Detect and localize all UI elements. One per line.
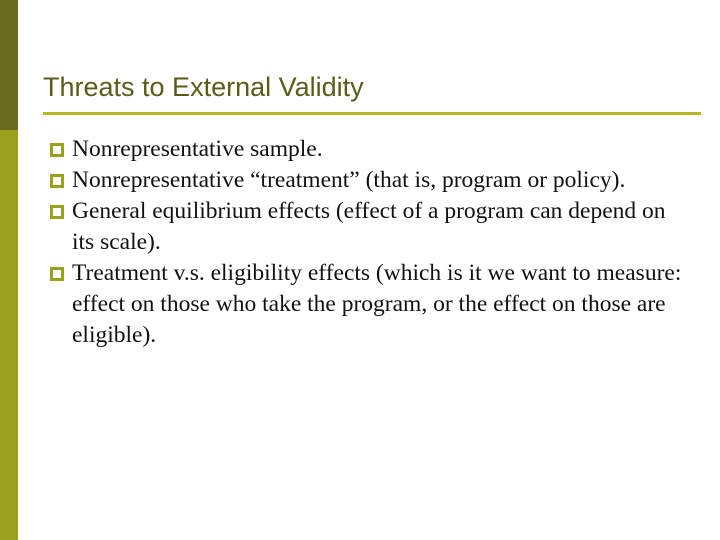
slide-title: Threats to External Validity xyxy=(43,72,364,102)
bullet-item xyxy=(52,258,692,351)
bullet-item xyxy=(52,165,692,196)
checkbox-square-icon xyxy=(49,204,65,220)
bullet-text: Nonrepresentative sample. xyxy=(72,136,323,162)
bullet-text: Treatment v.s. eligibility effects (which is it we want to measure: effect on those who take the program, or the effect on those are eligible). xyxy=(72,260,682,348)
bullet-text: General equilibrium effects (effect of a program can depend on its scale). xyxy=(72,198,666,255)
bullet-item xyxy=(52,196,692,258)
checkbox-square-icon xyxy=(49,266,65,282)
sidebar-accent-top xyxy=(0,0,18,130)
checkbox-square-icon xyxy=(49,142,65,158)
bullet-item xyxy=(52,134,692,165)
checkbox-square-icon xyxy=(49,173,65,189)
bullet-list xyxy=(52,134,692,351)
title-underline-rule xyxy=(43,112,701,115)
sidebar-accent-bottom xyxy=(0,130,18,540)
bullet-text: Nonrepresentative “treatment” (that is, program or policy). xyxy=(72,167,626,193)
